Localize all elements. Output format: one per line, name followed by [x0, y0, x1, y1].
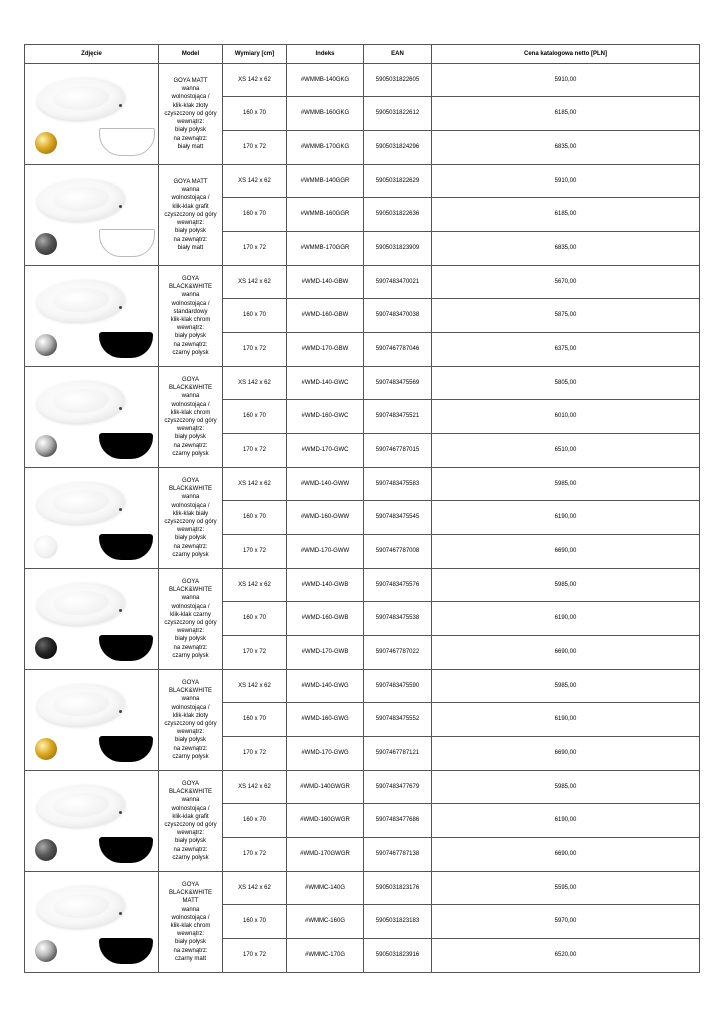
index-cell: #WMD-170-GWG: [287, 737, 364, 771]
finish-swatch: [35, 334, 57, 356]
model-text-line: BLACK&WHITE: [168, 587, 212, 594]
model-text-line: BLACK&WHITE: [168, 789, 212, 796]
index-cell: #WMMB-160GGR: [287, 198, 364, 232]
ean-cell: 5907483475552: [364, 703, 432, 737]
product-photo-cell: [25, 367, 159, 468]
model-text-line: na zewnątrz:: [173, 236, 208, 243]
model-text-line: czarny połysk: [172, 652, 209, 659]
index-cell: #WMD-170GWGR: [287, 838, 364, 872]
dimensions-cell: XS 142 x 62: [223, 165, 287, 198]
ean-cell: 5905031823176: [364, 872, 432, 905]
price-cell: 6510,00: [432, 434, 700, 468]
model-text-line: czyszczony od góry: [164, 110, 217, 117]
dimensions-cell: 160 x 70: [223, 703, 287, 737]
price-cell: 5985,00: [432, 670, 700, 703]
table-row: [25, 468, 700, 501]
model-text-line: wolnostojąca /: [171, 603, 210, 610]
model-text-line: biały połysk: [174, 939, 206, 946]
bathtub-top-view-image: [36, 177, 126, 224]
model-text-line: GOYA: [182, 780, 199, 787]
index-cell: #WMMB-140GKG: [287, 64, 364, 97]
model-text-line: wolnostojąca /: [171, 914, 210, 921]
bathtub-top-view-image: [36, 783, 126, 830]
dimensions-cell: 170 x 72: [223, 535, 287, 569]
price-cell: 6835,00: [432, 131, 700, 165]
ean-cell: 5907483470021: [364, 266, 432, 299]
model-text-line: standardowy: [173, 308, 208, 315]
model-text-line: wanna: [181, 86, 200, 93]
dimensions-cell: 170 x 72: [223, 232, 287, 266]
model-text-line: na zewnątrz:: [173, 745, 208, 752]
ean-cell: 5905031824296: [364, 131, 432, 165]
model-text-line: czyszczony od góry: [164, 620, 217, 626]
ean-cell: 5907483475538: [364, 602, 432, 636]
model-text-line: GOYA MATT: [173, 179, 208, 186]
bathtub-side-view-image: [99, 332, 153, 358]
model-text-line: wewnątrz:: [176, 119, 204, 126]
product-photo-cell: [25, 165, 159, 266]
model-text-line: wewnątrz:: [176, 527, 204, 534]
ean-cell: 5907483475583: [364, 468, 432, 501]
model-text-line: biały połysk: [174, 737, 206, 744]
ean-cell: 5907467787008: [364, 535, 432, 569]
model-text-line: wanna: [181, 595, 200, 602]
model-text-line: GOYA MATT: [173, 78, 208, 85]
product-photo-cell: [25, 872, 159, 973]
model-text-line: wanna: [181, 393, 200, 400]
drain-dot: [119, 407, 122, 410]
model-text-line: wanna: [181, 187, 200, 194]
index-cell: #WMD-160-GWW: [287, 501, 364, 535]
ean-cell: 5905031822605: [364, 64, 432, 97]
model-text-line: klik-klak chrom: [170, 317, 211, 323]
dimensions-cell: 170 x 72: [223, 636, 287, 670]
model-text-line: wolnostojąca /: [171, 502, 210, 509]
price-cell: 5970,00: [432, 905, 700, 939]
price-cell: 6010,00: [432, 400, 700, 434]
model-text-line: czyszczony od góry: [164, 211, 217, 218]
table-header-row: [25, 45, 700, 64]
finish-swatch: [35, 738, 57, 760]
price-cell: 6835,00: [432, 232, 700, 266]
model-text-line: biały połysk: [174, 333, 206, 340]
finish-swatch: [35, 132, 57, 154]
ean-cell: 5905031823183: [364, 905, 432, 939]
dimensions-cell: XS 142 x 62: [223, 266, 287, 299]
dimensions-cell: XS 142 x 62: [223, 367, 287, 400]
index-cell: #WMD-140-GWC: [287, 367, 364, 400]
bathtub-side-view-image: [99, 229, 155, 257]
model-text-line: wolnostojąca /: [171, 300, 210, 307]
model-text-line: BLACK&WHITE: [168, 385, 212, 392]
price-cell: 6520,00: [432, 939, 700, 973]
dimensions-cell: XS 142 x 62: [223, 468, 287, 501]
index-cell: #WMD-140-GWB: [287, 569, 364, 602]
dimensions-cell: 170 x 72: [223, 737, 287, 771]
index-cell: #WMMC-170G: [287, 939, 364, 973]
model-text-line: czyszczony od góry: [164, 721, 217, 727]
ean-cell: 5907483477679: [364, 771, 432, 804]
bathtub-side-view-image: [99, 938, 153, 964]
index-cell: #WMD-170-GWW: [287, 535, 364, 569]
ean-cell: 5907483475576: [364, 569, 432, 602]
model-text-line: wewnątrz:: [176, 325, 204, 332]
price-cell: 6185,00: [432, 198, 700, 232]
index-cell: #WMMC-160G: [287, 905, 364, 939]
model-text-line: wolnostojąca /: [171, 94, 210, 101]
model-text-line: biały połysk: [174, 127, 206, 134]
model-text-line: wanna: [181, 696, 200, 703]
model-text-line: biały połysk: [174, 228, 206, 235]
table-body: [25, 64, 700, 973]
model-text-line: wolnostojąca /: [171, 805, 210, 812]
index-cell: #WMD-160GWGR: [287, 804, 364, 838]
index-cell: #WMD-140-GWW: [287, 468, 364, 501]
ean-cell: 5905031822612: [364, 97, 432, 131]
ean-cell: 5907483477686: [364, 804, 432, 838]
ean-cell: 5905031822629: [364, 165, 432, 198]
model-text-line: klik-klak złoty: [172, 102, 209, 109]
price-cell: 6190,00: [432, 602, 700, 636]
product-photo-cell: [25, 670, 159, 771]
index-cell: #WMD-140-GWG: [287, 670, 364, 703]
bathtub-side-view-image: [99, 837, 153, 863]
index-cell: #WMMB-170GKG: [287, 131, 364, 165]
drain-dot: [119, 912, 122, 915]
model-text-line: na zewnątrz:: [173, 947, 208, 954]
model-text-line: klik-klak grafit: [172, 813, 209, 820]
price-cell: 6690,00: [432, 535, 700, 569]
bathtub-top-view-image: [36, 278, 126, 325]
table-row: [25, 367, 700, 400]
model-text-line: klik-klak złoty: [172, 712, 209, 719]
table-row: [25, 872, 700, 905]
dimensions-cell: XS 142 x 62: [223, 64, 287, 97]
drain-dot: [119, 710, 122, 713]
model-cell: [159, 64, 223, 165]
bathtub-side-view-image: [99, 635, 153, 661]
model-text-line: czyszczony od góry: [164, 519, 217, 525]
model-text-line: wewnątrz:: [176, 628, 204, 635]
model-text-line: biały połysk: [174, 535, 206, 542]
table-row: [25, 670, 700, 703]
model-text-line: BLACK&WHITE: [168, 284, 212, 291]
model-text-line: czarny połysk: [172, 753, 209, 760]
ean-cell: 5905031822636: [364, 198, 432, 232]
bathtub-top-view-image: [36, 581, 126, 628]
ean-cell: 5907483470038: [364, 299, 432, 333]
model-text-line: czarny połysk: [172, 450, 209, 457]
model-text-line: wanna: [181, 906, 200, 913]
bathtub-side-view-image: [99, 534, 153, 560]
col-header-index: Indeks: [287, 45, 364, 64]
product-photo-cell: [25, 468, 159, 569]
price-cell: 6190,00: [432, 703, 700, 737]
dimensions-cell: 160 x 70: [223, 198, 287, 232]
drain-dot: [119, 104, 122, 107]
price-cell: 6690,00: [432, 838, 700, 872]
index-cell: #WMD-160-GWC: [287, 400, 364, 434]
finish-swatch: [35, 940, 57, 962]
col-header-ean: EAN: [364, 45, 432, 64]
bathtub-side-view-image: [99, 128, 155, 156]
table-row: [25, 64, 700, 97]
finish-swatch: [35, 233, 57, 255]
bathtub-top-view-image: [36, 682, 126, 729]
model-cell: [159, 165, 223, 266]
col-header-model: Model: [159, 45, 223, 64]
table-row: [25, 266, 700, 299]
dimensions-cell: 160 x 70: [223, 602, 287, 636]
dimensions-cell: 170 x 72: [223, 838, 287, 872]
bathtub-top-view-image: [36, 480, 126, 527]
price-cell: 5985,00: [432, 771, 700, 804]
model-text-line: wanna: [181, 494, 200, 501]
model-text-line: biały połysk: [174, 838, 206, 845]
col-header-photo: Zdjęcie: [25, 45, 159, 64]
model-text-line: na zewnątrz:: [173, 135, 208, 142]
model-text-line: BLACK&WHITE: [168, 486, 212, 493]
table-row: [25, 771, 700, 804]
finish-swatch: [35, 839, 57, 861]
bathtub-top-view-image: [36, 884, 126, 931]
finish-swatch: [35, 536, 57, 558]
model-text-line: na zewnątrz:: [173, 543, 208, 550]
model-text-line: BLACK&WHITE: [168, 688, 212, 695]
model-text-line: klik-klak biały: [172, 510, 209, 517]
index-cell: #WMMB-170GGR: [287, 232, 364, 266]
model-text-line: klik-klak czarny: [170, 611, 211, 618]
dimensions-cell: 170 x 72: [223, 333, 287, 367]
model-text-line: GOYA: [182, 881, 199, 888]
bathtub-top-view-image: [36, 379, 126, 426]
dimensions-cell: 160 x 70: [223, 804, 287, 838]
model-text-line: czarny połysk: [172, 551, 209, 558]
price-cell: 6190,00: [432, 501, 700, 535]
price-cell: 6690,00: [432, 636, 700, 670]
dimensions-cell: XS 142 x 62: [223, 569, 287, 602]
ean-cell: 5907467787046: [364, 333, 432, 367]
index-cell: #WMD-170-GWC: [287, 434, 364, 468]
drain-dot: [119, 609, 122, 612]
index-cell: #WMMB-140GGR: [287, 165, 364, 198]
dimensions-cell: 170 x 72: [223, 939, 287, 973]
model-text-line: GOYA: [182, 477, 199, 484]
price-table: [24, 44, 700, 973]
model-text-line: wewnątrz:: [176, 931, 204, 938]
dimensions-cell: XS 142 x 62: [223, 771, 287, 804]
ean-cell: 5907467787121: [364, 737, 432, 771]
finish-swatch: [35, 435, 57, 457]
model-text-line: wanna: [181, 797, 200, 804]
model-cell: [159, 468, 223, 569]
model-text-line: czyszczony od góry: [164, 418, 217, 424]
model-text-line: klik-klak chrom: [170, 409, 211, 416]
model-cell: [159, 670, 223, 771]
price-cell: 5875,00: [432, 299, 700, 333]
col-header-dimensions: Wymiary [cm]: [223, 45, 287, 64]
model-text-line: czyszczony od góry: [164, 822, 217, 828]
ean-cell: 5907483475569: [364, 367, 432, 400]
index-cell: #WMD-140GWGR: [287, 771, 364, 804]
drain-dot: [119, 205, 122, 208]
model-text-line: wewnątrz:: [176, 830, 204, 837]
dimensions-cell: 160 x 70: [223, 905, 287, 939]
price-cell: 5595,00: [432, 872, 700, 905]
model-text-line: wanna: [181, 292, 200, 299]
price-cell: 5910,00: [432, 165, 700, 198]
model-text-line: czarny matt: [174, 955, 206, 962]
index-cell: #WMMB-160GKG: [287, 97, 364, 131]
model-text-line: czarny połysk: [172, 854, 209, 861]
model-text-line: na zewnątrz:: [173, 644, 208, 651]
drain-dot: [119, 508, 122, 511]
model-cell: [159, 771, 223, 872]
dimensions-cell: 160 x 70: [223, 97, 287, 131]
bathtub-side-view-image: [99, 736, 153, 762]
price-cell: 6185,00: [432, 97, 700, 131]
price-cell: 5805,00: [432, 367, 700, 400]
model-text-line: BLACK&WHITE: [168, 890, 212, 897]
price-cell: 5985,00: [432, 468, 700, 501]
model-text-line: wewnątrz:: [176, 220, 204, 227]
model-text-line: wolnostojąca /: [171, 401, 210, 408]
ean-cell: 5907467787138: [364, 838, 432, 872]
dimensions-cell: 160 x 70: [223, 501, 287, 535]
price-cell: 5670,00: [432, 266, 700, 299]
model-text-line: na zewnątrz:: [173, 442, 208, 449]
dimensions-cell: XS 142 x 62: [223, 872, 287, 905]
model-text-line: czarny połysk: [172, 349, 209, 356]
model-cell: [159, 872, 223, 973]
index-cell: #WMD-170-GWB: [287, 636, 364, 670]
price-cell: 6375,00: [432, 333, 700, 367]
drain-dot: [119, 306, 122, 309]
ean-cell: 5907483475521: [364, 400, 432, 434]
model-text-line: GOYA: [182, 679, 199, 686]
table-row: [25, 165, 700, 198]
ean-cell: 5907467787022: [364, 636, 432, 670]
model-cell: [159, 266, 223, 367]
product-photo-cell: [25, 64, 159, 165]
product-photo-cell: [25, 771, 159, 872]
index-cell: #WMD-160-GBW: [287, 299, 364, 333]
bathtub-top-view-image: [36, 76, 126, 123]
index-cell: #WMD-140-GBW: [287, 266, 364, 299]
index-cell: #WMD-160-GWG: [287, 703, 364, 737]
product-photo-cell: [25, 266, 159, 367]
drain-dot: [119, 811, 122, 814]
price-cell: 6690,00: [432, 737, 700, 771]
ean-cell: 5907467787015: [364, 434, 432, 468]
finish-swatch: [35, 637, 57, 659]
price-cell: 6190,00: [432, 804, 700, 838]
model-text-line: wolnostojąca /: [171, 195, 210, 202]
model-text-line: biały połysk: [174, 434, 206, 441]
dimensions-cell: 160 x 70: [223, 400, 287, 434]
model-text-line: wewnątrz:: [176, 426, 204, 433]
model-text-line: wolnostojąca /: [171, 704, 210, 711]
dimensions-cell: XS 142 x 62: [223, 670, 287, 703]
model-text-line: GOYA: [182, 275, 199, 282]
index-cell: #WMMC-140G: [287, 872, 364, 905]
model-text-line: GOYA: [182, 578, 199, 585]
model-cell: [159, 569, 223, 670]
model-text-line: wewnątrz:: [176, 729, 204, 736]
product-photo-cell: [25, 569, 159, 670]
model-text-line: klik-klak grafit: [172, 203, 209, 210]
price-cell: 5985,00: [432, 569, 700, 602]
ean-cell: 5907483475590: [364, 670, 432, 703]
dimensions-cell: 160 x 70: [223, 299, 287, 333]
price-cell: 5910,00: [432, 64, 700, 97]
col-header-price: Cena katalogowa netto [PLN]: [432, 45, 700, 64]
model-text-line: na zewnątrz:: [173, 341, 208, 348]
model-cell: [159, 367, 223, 468]
ean-cell: 5905031823909: [364, 232, 432, 266]
model-text-line: klik-klak chrom: [170, 923, 211, 929]
model-text-line: GOYA: [182, 376, 199, 383]
index-cell: #WMD-160-GWB: [287, 602, 364, 636]
dimensions-cell: 170 x 72: [223, 131, 287, 165]
bathtub-side-view-image: [99, 433, 153, 459]
ean-cell: 5905031823916: [364, 939, 432, 973]
model-text-line: na zewnątrz:: [173, 846, 208, 853]
model-text-line: MATT: [182, 898, 199, 905]
ean-cell: 5907483475545: [364, 501, 432, 535]
model-text-line: biały matt: [177, 143, 204, 150]
dimensions-cell: 170 x 72: [223, 434, 287, 468]
model-text-line: biały matt: [177, 244, 204, 251]
model-text-line: biały połysk: [174, 636, 206, 643]
index-cell: #WMD-170-GBW: [287, 333, 364, 367]
table-row: [25, 569, 700, 602]
